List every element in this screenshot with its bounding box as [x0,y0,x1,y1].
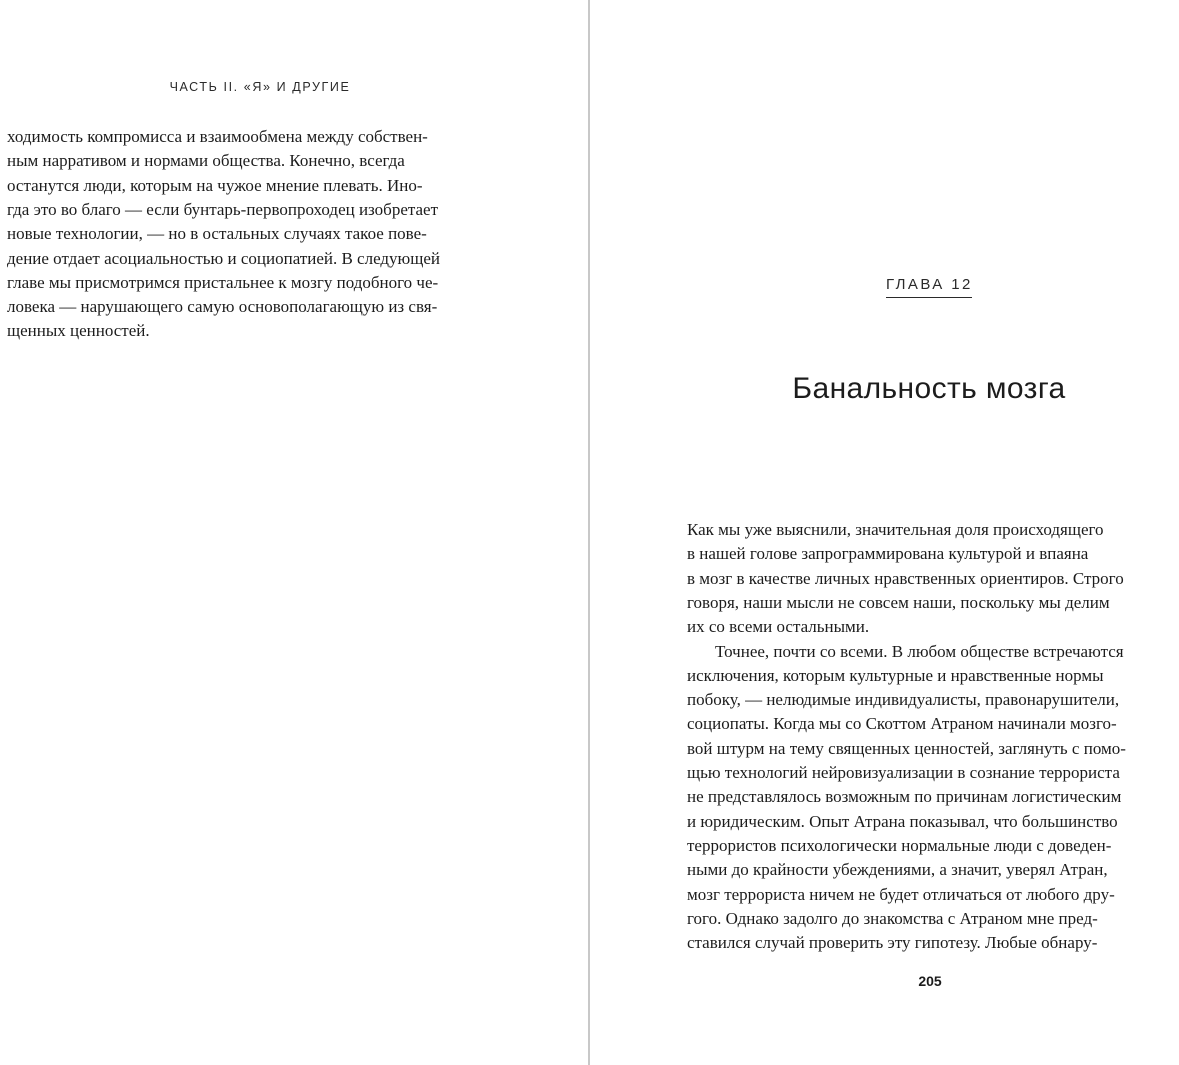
right-text-line: не представлялось возможным по причинам логистическим [687,787,1122,807]
right-text-line: ставился случай проверить эту гипотезу. Любые обнару- [687,933,1098,953]
left-text-line: дение отдает асоциальностью и социопатией. В следующей [7,248,440,268]
left-text-line: ходимость компромисса и взаимообмена между собствен- [7,127,428,146]
right-text-line: побоку, — нелюдимые индивидуалисты, правонарушители, [687,690,1120,710]
right-text-line: в нашей голове запрограммирована культурой и впаяна [687,544,1089,564]
right-text-line: щью технологий нейровизуализации в сознание террориста [687,763,1120,782]
right-text-line: Точнее, почти со всеми. В любом обществе встречаются [715,641,1124,661]
left-text-line: щенных ценностей. [7,321,150,341]
chapter-label: ГЛАВА 12 [886,276,972,298]
left-text-line: новые технологии, — но в остальных случаях такое пове- [7,224,427,244]
right-text-line: мозг террориста ничем не будет отличаться от любого дру- [687,884,1115,904]
right-text-line: исключения, которым культурные и нравственные нормы [687,665,1104,685]
running-head: ЧАСТЬ II. «Я» И ДРУГИЕ [169,80,351,94]
right-text-line: гого. Однако задолго до знакомства с Атраном мне пред- [687,908,1098,928]
book-spine-divider [588,0,590,1065]
right-text-line: ными до крайности убеждениями, а значит, уверял Атран, [687,860,1108,880]
right-text-line: в мозг в качестве личных нравственных ориентиров. Строго [687,568,1124,588]
left-text-line: ловека — нарушающего самую основополагающую из свя- [7,297,438,317]
right-text-line: вой штурм на тему священных ценностей, заглянуть с помо- [687,738,1126,758]
page-number: 205 [918,973,942,989]
left-text-line: ным нарративом и нормами общества. Конечно, всегда [7,151,405,171]
right-text-line: и юридическим. Опыт Атрана показывал, что большинство [687,811,1118,831]
left-text-line: главе мы присмотримся пристальнее к мозгу подобного че- [7,272,439,292]
right-text-line: Как мы уже выяснили, значительная доля происходящего [687,520,1104,539]
right-text-line: социопаты. Когда мы со Скоттом Атраном начинали мозго- [687,714,1117,734]
chapter-title: Банальность мозга [792,372,1066,405]
right-text-line: их со всеми остальными. [687,617,870,637]
left-text-line: останутся люди, которым на чужое мнение плевать. Ино- [7,175,423,195]
left-text-line: гда это во благо — если бунтарь-первопроходец изобретает [7,199,439,219]
right-text-line: террористов психологически нормальные люди с доведен- [687,835,1112,855]
right-text-line: говоря, наши мысли не совсем наши, поскольку мы делим [687,592,1110,612]
